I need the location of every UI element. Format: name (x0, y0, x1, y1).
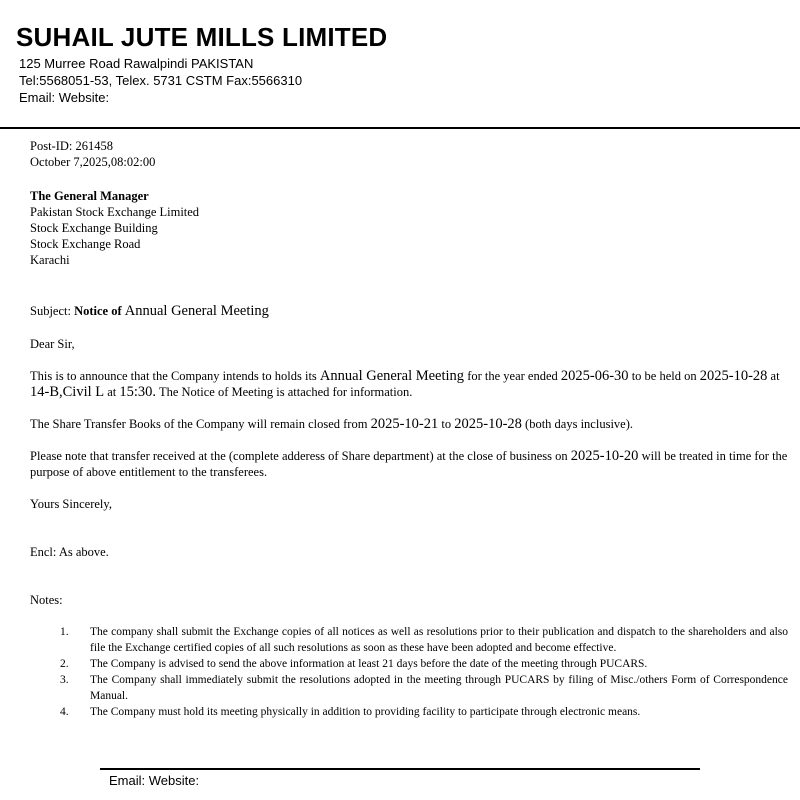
subject-line (30, 303, 269, 319)
list-number: 1. (60, 626, 69, 638)
list-number: 3. (60, 674, 69, 686)
list-number: 4. (60, 706, 69, 718)
notes-heading: Notes: (30, 593, 63, 607)
p1-text: The Notice of Meeting is attached for information. (158, 385, 413, 399)
meeting-date: 2025-10-28 (699, 368, 768, 384)
list-item (60, 624, 788, 656)
announcement-paragraph (30, 368, 796, 400)
header-divider (0, 127, 800, 129)
transfer-paragraph (30, 448, 796, 480)
subject-bold: Notice of (74, 304, 122, 318)
list-item (60, 656, 788, 672)
company-address: 125 Murree Road Rawalpindi PAKISTAN (19, 56, 254, 71)
recipient-line: Stock Exchange Road (30, 237, 141, 251)
p2-text: to (441, 417, 452, 431)
p1-text: at (107, 385, 117, 399)
p3-text: will be treated in time for the purpose of above entitlement to the transferees. (30, 449, 788, 479)
transfer-date: 2025-10-20 (570, 448, 639, 464)
footer-divider (100, 768, 700, 770)
book-closure-paragraph (30, 416, 796, 432)
closing: Yours Sincerely, (30, 497, 112, 511)
enclosure: Encl: As above. (30, 545, 109, 559)
post-id: Post-ID: 261458 (30, 139, 113, 153)
p3-text: Please note that transfer received at the (complete adderess of Share department) at the close of business on (30, 449, 568, 463)
p1-text: to be held on (631, 369, 697, 383)
salutation: Dear Sir, (30, 337, 75, 351)
note-text: The Company shall immediately submit the resolutions adopted in the meeting through PUCARS by filing of Misc./others Form of Correspondence Manual. (90, 674, 788, 702)
p2-text: (both days inclusive). (525, 417, 633, 431)
list-number: 2. (60, 658, 69, 670)
subject-topic: Annual General Meeting (124, 303, 269, 319)
list-item (60, 672, 788, 704)
closure-to-date: 2025-10-28 (454, 416, 522, 432)
note-text: The company shall submit the Exchange copies of all notices as well as resolutions prior to their publication and dispatch to the shareholders and also file the Exchange certified copies of all such resolutions as soon as these have been adopted and become effective. (90, 626, 788, 654)
company-email-website: Email: Website: (19, 90, 110, 105)
p1-text: at (770, 369, 780, 383)
meeting-venue: 14-B,Civil L (30, 384, 105, 400)
notes-list (60, 624, 788, 720)
recipient-line: Pakistan Stock Exchange Limited (30, 205, 200, 219)
meeting-type: Annual General Meeting (319, 368, 465, 384)
closure-from-date: 2025-10-21 (370, 416, 439, 432)
p1-text: This is to announce that the Company intends to holds its (30, 369, 317, 383)
p1-text: for the year ended (467, 369, 558, 383)
recipient-title: The General Manager (30, 189, 149, 203)
p2-text: The Share Transfer Books of the Company will remain closed from (30, 417, 368, 431)
company-name: SUHAIL JUTE MILLS LIMITED (16, 22, 388, 52)
subject-label: Subject: (30, 304, 71, 318)
recipient-line: Karachi (30, 253, 70, 267)
recipient-line: Stock Exchange Building (30, 221, 158, 235)
footer-email-website: Email: Website: (109, 773, 200, 788)
list-item (60, 704, 788, 720)
post-datetime: October 7,2025,08:02:00 (30, 155, 156, 169)
year-end-date: 2025-06-30 (560, 368, 629, 384)
meeting-time: 15:30. (119, 384, 157, 400)
note-text: The Company is advised to send the above information at least 21 days before the date of the meeting through PUCARS. (90, 658, 648, 670)
company-contact: Tel:5568051-53, Telex. 5731 CSTM Fax:5566310 (19, 73, 303, 88)
note-text: The Company must hold its meeting physically in addition to providing facility to participate through electronic means. (90, 706, 641, 718)
